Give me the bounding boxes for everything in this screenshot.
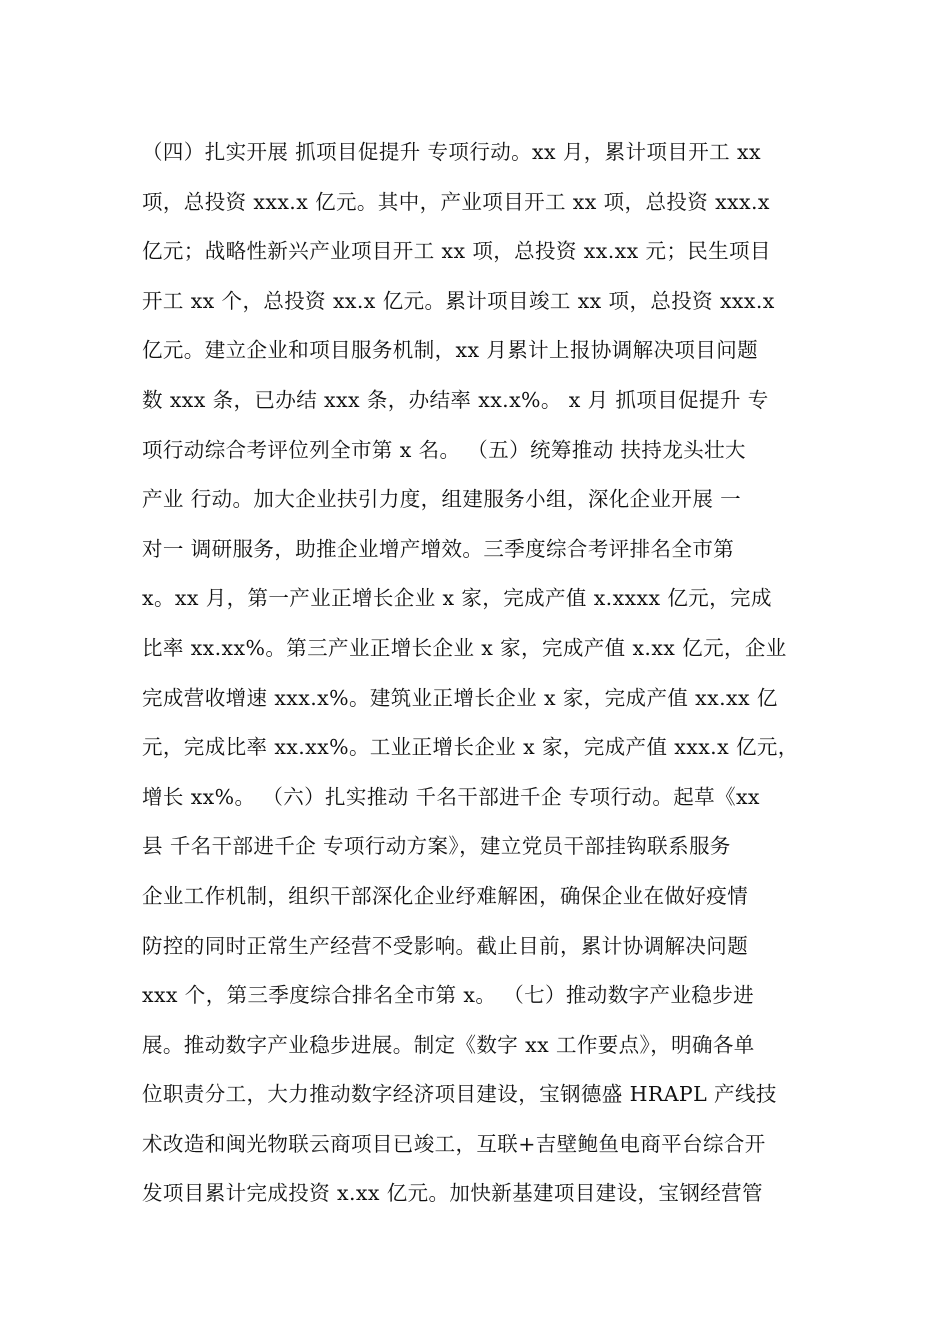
- text-line-2: 项，总投资 xxx.x 亿元。其中，产业项目开工 xx 项，总投资 xxx.x: [142, 189, 770, 214]
- text-line-1: （四）扎实开展 抓项目促提升 专项行动。xx 月，累计项目开工 xx: [142, 140, 761, 164]
- text-line-3: 亿元；战略性新兴产业项目开工 xx 项，总投资 xx.xx 元；民生项目: [142, 239, 771, 264]
- text-line-13: 元，完成比率 xx.xx%。工业正增长企业 x 家，完成产值 xxx.x 亿元，: [142, 735, 799, 760]
- text-line-11: 比率 xx.xx%。第三产业正增长企业 x 家，完成产值 x.xx 亿元，企业: [142, 635, 787, 660]
- text-line-5: 亿元。建立企业和项目服务机制，xx 月累计上报协调解决项目问题: [142, 338, 759, 363]
- text-line-17: 防控的同时正常生产经营不受影响。截止目前，累计协调解决问题: [142, 933, 749, 958]
- document-body: [142, 128, 822, 1219]
- text-line-9: 对一 调研服务，助推企业增产增效。三季度综合考评排名全市第: [142, 536, 735, 561]
- text-line-10: x。xx 月，第一产业正增长企业 x 家，完成产值 x.xxxx 亿元，完成: [142, 586, 772, 611]
- text-line-4: 开工 xx 个，总投资 xx.x 亿元。累计项目竣工 xx 项，总投资 xxx.x: [142, 288, 775, 313]
- text-line-14: 增长 xx%。 （六）扎实推动 千名干部进千企 专项行动。起草《xx: [142, 784, 760, 809]
- text-line-22: 发项目累计完成投资 x.xx 亿元。加快新基建项目建设，宝钢经营管: [142, 1181, 763, 1206]
- text-line-15: 县 千名干部进千企 专项行动方案》，建立党员干部挂钩联系服务: [142, 834, 731, 859]
- text-line-6: 数 xxx 条，已办结 xxx 条，办结率 xx.x%。 x 月 抓项目促提升 专: [142, 387, 769, 412]
- text-line-19: 展。推动数字产业稳步进展。制定《数字 xx 工作要点》，明确各单: [142, 1032, 755, 1057]
- text-line-20: 位职责分工，大力推动数字经济项目建设，宝钢德盛 HRAPL 产线技: [142, 1082, 777, 1107]
- text-line-12: 完成营收增速 xxx.x%。建筑业正增长企业 x 家，完成产值 xx.xx 亿: [142, 685, 778, 710]
- text-line-21: 术改造和闽光物联云商项目已竣工，互联+吉壁鲍鱼电商平台综合开: [142, 1131, 766, 1156]
- text-line-18: xxx 个，第三季度综合排名全市第 x。 （七）推动数字产业稳步进: [142, 983, 754, 1008]
- text-line-8: 产业 行动。加大企业扶引力度，组建服务小组，深化企业开展 一: [142, 487, 742, 512]
- text-line-7: 项行动综合考评位列全市第 x 名。 （五）统筹推动 扶持龙头壮大: [142, 437, 746, 462]
- text-line-16: 企业工作机制，组织干部深化企业纾难解困，确保企业在做好疫情: [142, 883, 749, 908]
